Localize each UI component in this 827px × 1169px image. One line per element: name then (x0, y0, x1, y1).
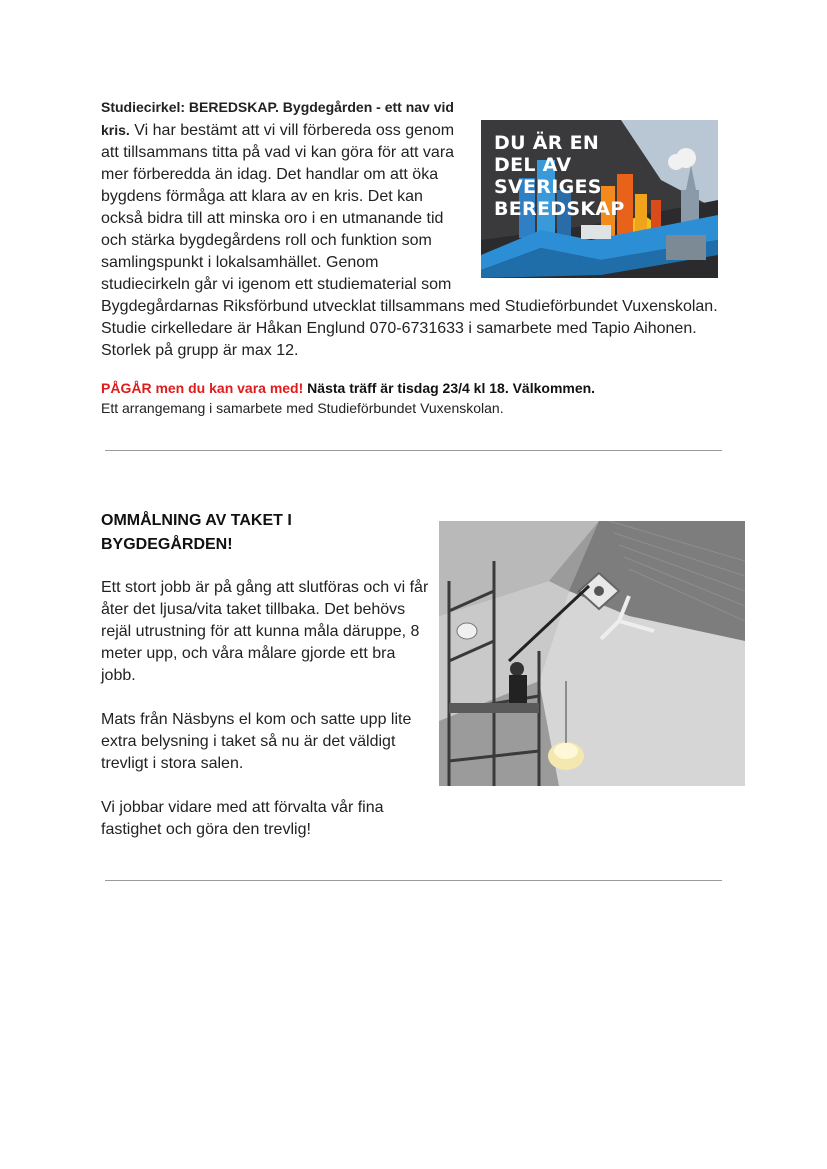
ceiling-paragraph-1: Ett stort jobb är på gång att slutföras och vi får åter det ljusa/vita taket tillbaka. Det behövs rejäl utrustning för att kunna måla däruppe, 8 meter upp, och våra målare gjorde ett bra jobb. (101, 579, 429, 684)
ceiling-paragraph-2: Mats från Näsbyns el kom och satte upp lite extra belysning i taket så nu är det väldigt trevligt i stora salen. (101, 711, 412, 772)
divider (105, 880, 722, 881)
banner-line: DU ÄR EN (494, 132, 600, 154)
meeting-notice (101, 378, 741, 418)
banner-line: DEL AV (494, 154, 572, 176)
beredskap-banner-image (481, 120, 718, 278)
banner-line: BEREDSKAP (494, 198, 625, 220)
ceiling-photo-illustration (439, 521, 745, 786)
banner-line: SVERIGES (494, 176, 602, 198)
arrangement-text: Ett arrangemang i samarbete med Studieförbundet Vuxenskolan. (101, 400, 504, 416)
ceiling-heading: OMMÅLNING AV TAKET I BYGDEGÅRDEN! (101, 512, 292, 553)
status-text: PÅGÅR men du kan vara med! (101, 380, 304, 396)
ceiling-painting-photo (439, 521, 745, 786)
next-meeting-text: Nästa träff är tisdag 23/4 kl 18. Välkommen. (303, 380, 596, 396)
ceiling-paragraph-3: Vi jobbar vidare med att förvalta vår fina fastighet och göra den trevlig! (101, 799, 384, 838)
divider (105, 450, 722, 451)
study-circle-text: Vi har bestämt att vi vill förbereda oss genom att tillsammans titta på vad vi kan göra för att vara mer förberedda än idag. Det handlar om att öka bygdens förmåga att klara av en kris. Det kan också bidra till att minska oro i en utmanande tid och stärka bygdegårdens roll och funktion som samlingspunkt i lokalsamhället. Genom studiecirkeln går vi igenom ett studiematerial som Bygdegårdarnas Riksförbund utvecklat tillsammans med Studieförbundet Vuxenskolan. Studie cirkelledare är Håkan Englund 070-6731633 i samarbete med Tapio Aihonen. Storlek på grupp är max 12. (101, 122, 718, 359)
study-circle-title: Studiecirkel: BEREDSKAP. Bygdegården - ett nav vid kris. (101, 99, 454, 138)
study-circle-section (101, 96, 721, 362)
banner-headline (494, 132, 624, 220)
